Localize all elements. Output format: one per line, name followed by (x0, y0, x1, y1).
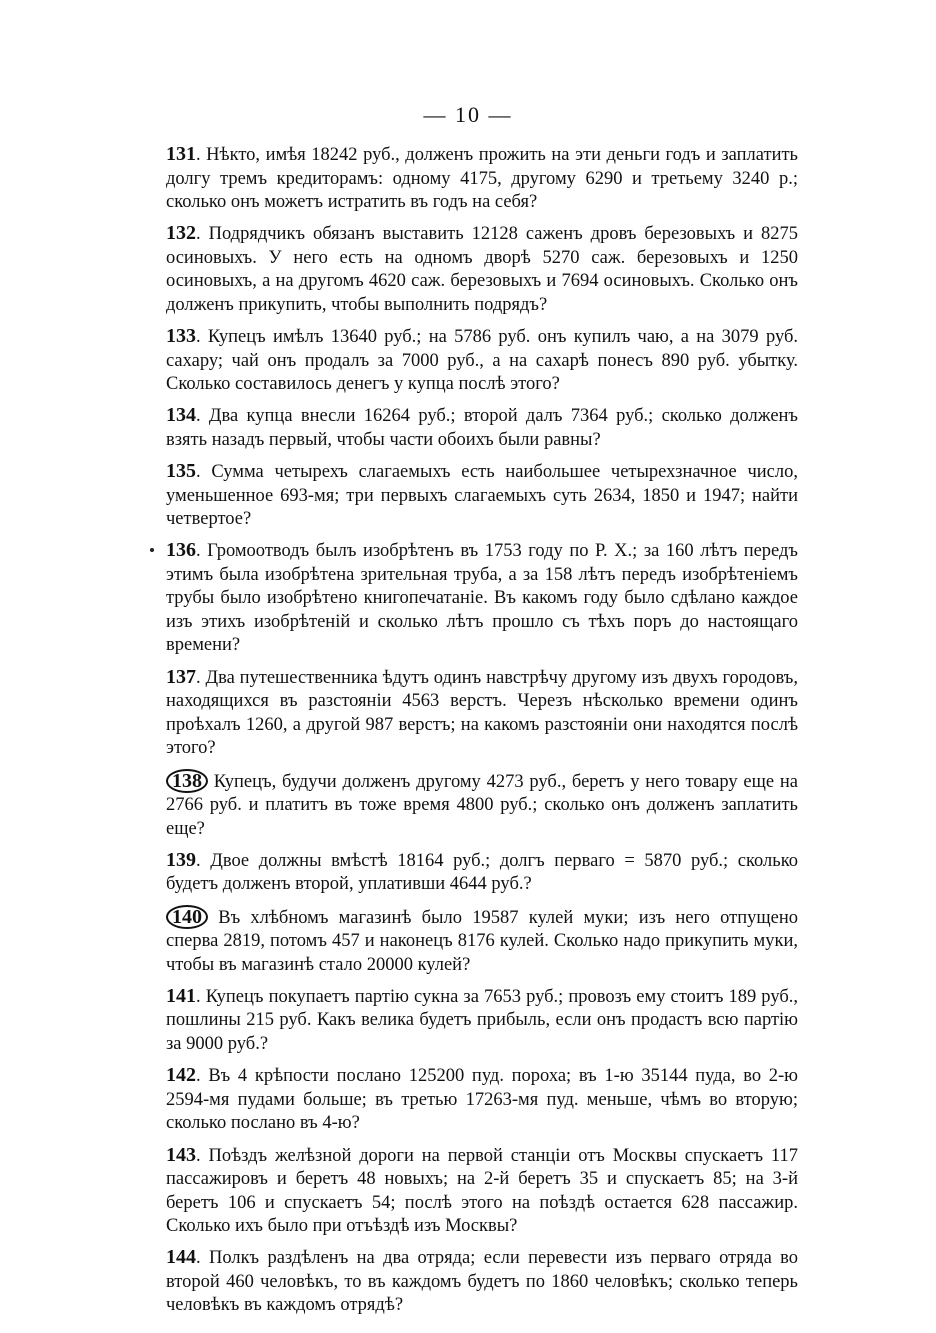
problem-number: 139 (166, 848, 196, 871)
problem-text: Въ хлѣбномъ магазинѣ было 19587 кулей муки; изъ него отпущено сперва 2819, потомъ 457 и наконецъ 8176 кулей. Сколько надо прикупить муки, чтобы въ магазинѣ стало 20000 кулей? (166, 907, 798, 975)
problem-text: . Два купца внесли 16264 руб.; второй далъ 7364 руб.; сколько долженъ взять назадъ первый, чтобы части обоихъ были равны? (166, 406, 798, 450)
problem-141 (166, 985, 798, 1057)
problem-text: . Двое должны вмѣстѣ 18164 руб.; долгъ перваго = 5870 руб.; сколько будетъ долженъ второй, уплативши 4644 руб.? (166, 850, 798, 895)
problem-144 (166, 1246, 798, 1318)
problem-number: 133 (166, 325, 196, 348)
page-number: — 10 — (423, 102, 513, 127)
problem-134 (166, 404, 798, 452)
problem-text: . Въ 4 крѣпости послано 125200 пуд. пороха; въ 1-ю 35144 пуда, во 2-ю 2594-мя пудами больше; въ третью 17263-мя пуд. меньше, чѣмъ во вторую; сколько послано въ 4-ю? (166, 1066, 798, 1134)
problem-number: 131 (166, 143, 196, 165)
problem-number: 135 (166, 460, 196, 483)
problem-number: 136 (166, 539, 196, 562)
problem-text: . Поѣздъ желѣзной дороги на первой станціи отъ Москвы спускаетъ 117 пассажировъ и беретъ 48 новыхъ; на 2-й беретъ 35 и спускаетъ 85; на 3-й беретъ 106 и спускаетъ 54; послѣ этого на поѣздѣ остается 628 пассажир. Сколько ихъ было при отъѣздѣ изъ Москвы? (166, 1145, 798, 1237)
problem-number: 141 (166, 984, 196, 1007)
problem-number: 134 (166, 404, 196, 427)
problem-number: 132 (166, 222, 196, 245)
problem-text: . Нѣкто, имѣя 18242 руб., долженъ прожить на эти деньги годъ и заплатить долгу тремъ кредиторамъ: одному 4175, другому 6290 и третьему 3240 р.; сколько онъ можетъ истратить въ годъ на себя? (166, 145, 798, 212)
margin-dot (150, 548, 154, 552)
problem-133 (166, 325, 798, 397)
problem-text: . Два путешественника ѣдутъ одинъ навстрѣчу другому изъ двухъ городовъ, находящихся въ разстояніи 4563 верстъ. Черезъ нѣсколько времени одинъ проѣхалъ 1260, а другой 987 верстъ; на какомъ разстояніи они находятся послѣ этого? (166, 667, 798, 759)
problem-135 (166, 460, 798, 532)
problem-text: . Купецъ покупаетъ партію сукна за 7653 руб.; провозъ ему стоитъ 189 руб., пошлины 215 руб. Какъ велика будетъ прибыль, если онъ продастъ всю партію за 9000 руб.? (166, 986, 798, 1054)
problem-text: . Громоотводъ былъ изобрѣтенъ въ 1753 году по Р. Х.; за 160 лѣтъ передъ этимъ была изобрѣтена зрительная труба, а за 158 лѣтъ передъ изобрѣтеніемъ трубы было изобрѣтено книгопечатаніе. Въ какомъ году было сдѣлано каждое изъ этихъ изобрѣтеній и сколько лѣтъ прошло съ тѣхъ поръ до настоящаго времени? (166, 541, 798, 656)
problem-text: . Подрядчикъ обязанъ выставить 12128 саженъ дровъ березовыхъ и 8275 осиновыхъ. У него есть на одномъ дворѣ 5270 саж. березовыхъ и 1250 осиновыхъ, а на другомъ 4620 саж. березовыхъ и 7694 осиновыхъ. Сколько онъ долженъ прикупить, чтобы выполнить подрядъ? (166, 224, 798, 315)
problem-131 (166, 143, 798, 215)
problem-143 (166, 1144, 798, 1239)
problem-list (166, 143, 798, 1326)
problem-text: Купецъ, будучи долженъ другому 4273 руб., беретъ у него товару еще на 2766 руб. и платитъ въ тоже время 4800 руб.; сколько онъ долженъ заплатить еще? (166, 771, 798, 839)
problem-138 (166, 769, 798, 842)
problem-text: . Полкъ раздѣленъ на два отряда; если перевести изъ перваго отряда во второй 460 человѣкъ, то въ каждомъ будетъ по 1860 человѣкъ; сколько теперь человѣкъ въ каждомъ отрядѣ? (166, 1248, 798, 1316)
problem-number-circled: 138 (166, 769, 208, 793)
problem-number-circled: 140 (166, 905, 208, 929)
problem-140 (166, 905, 798, 978)
problem-number: 144 (166, 1246, 196, 1269)
problem-number: 137 (166, 665, 196, 688)
problem-text: . Купецъ имѣлъ 13640 руб.; на 5786 руб. онъ купилъ чаю, а на 3079 руб. сахару; чай онъ продалъ за 7000 руб., а на сахарѣ понесъ 890 руб. убытку. Сколько составилось денегъ у купца послѣ этого? (166, 327, 798, 395)
problem-142 (166, 1064, 798, 1136)
problem-132 (166, 222, 798, 317)
problem-136 (166, 539, 798, 658)
problem-text: . Сумма четырехъ слагаемыхъ есть наибольшее четырехзначное число, уменьшенное 693-мя; три первыхъ слагаемыхъ суть 2634, 1850 и 1947; найти четвертое? (166, 462, 798, 530)
problem-139 (166, 849, 798, 897)
problem-number: 143 (166, 1143, 196, 1166)
problem-number: 142 (166, 1064, 196, 1087)
problem-137 (166, 666, 798, 761)
